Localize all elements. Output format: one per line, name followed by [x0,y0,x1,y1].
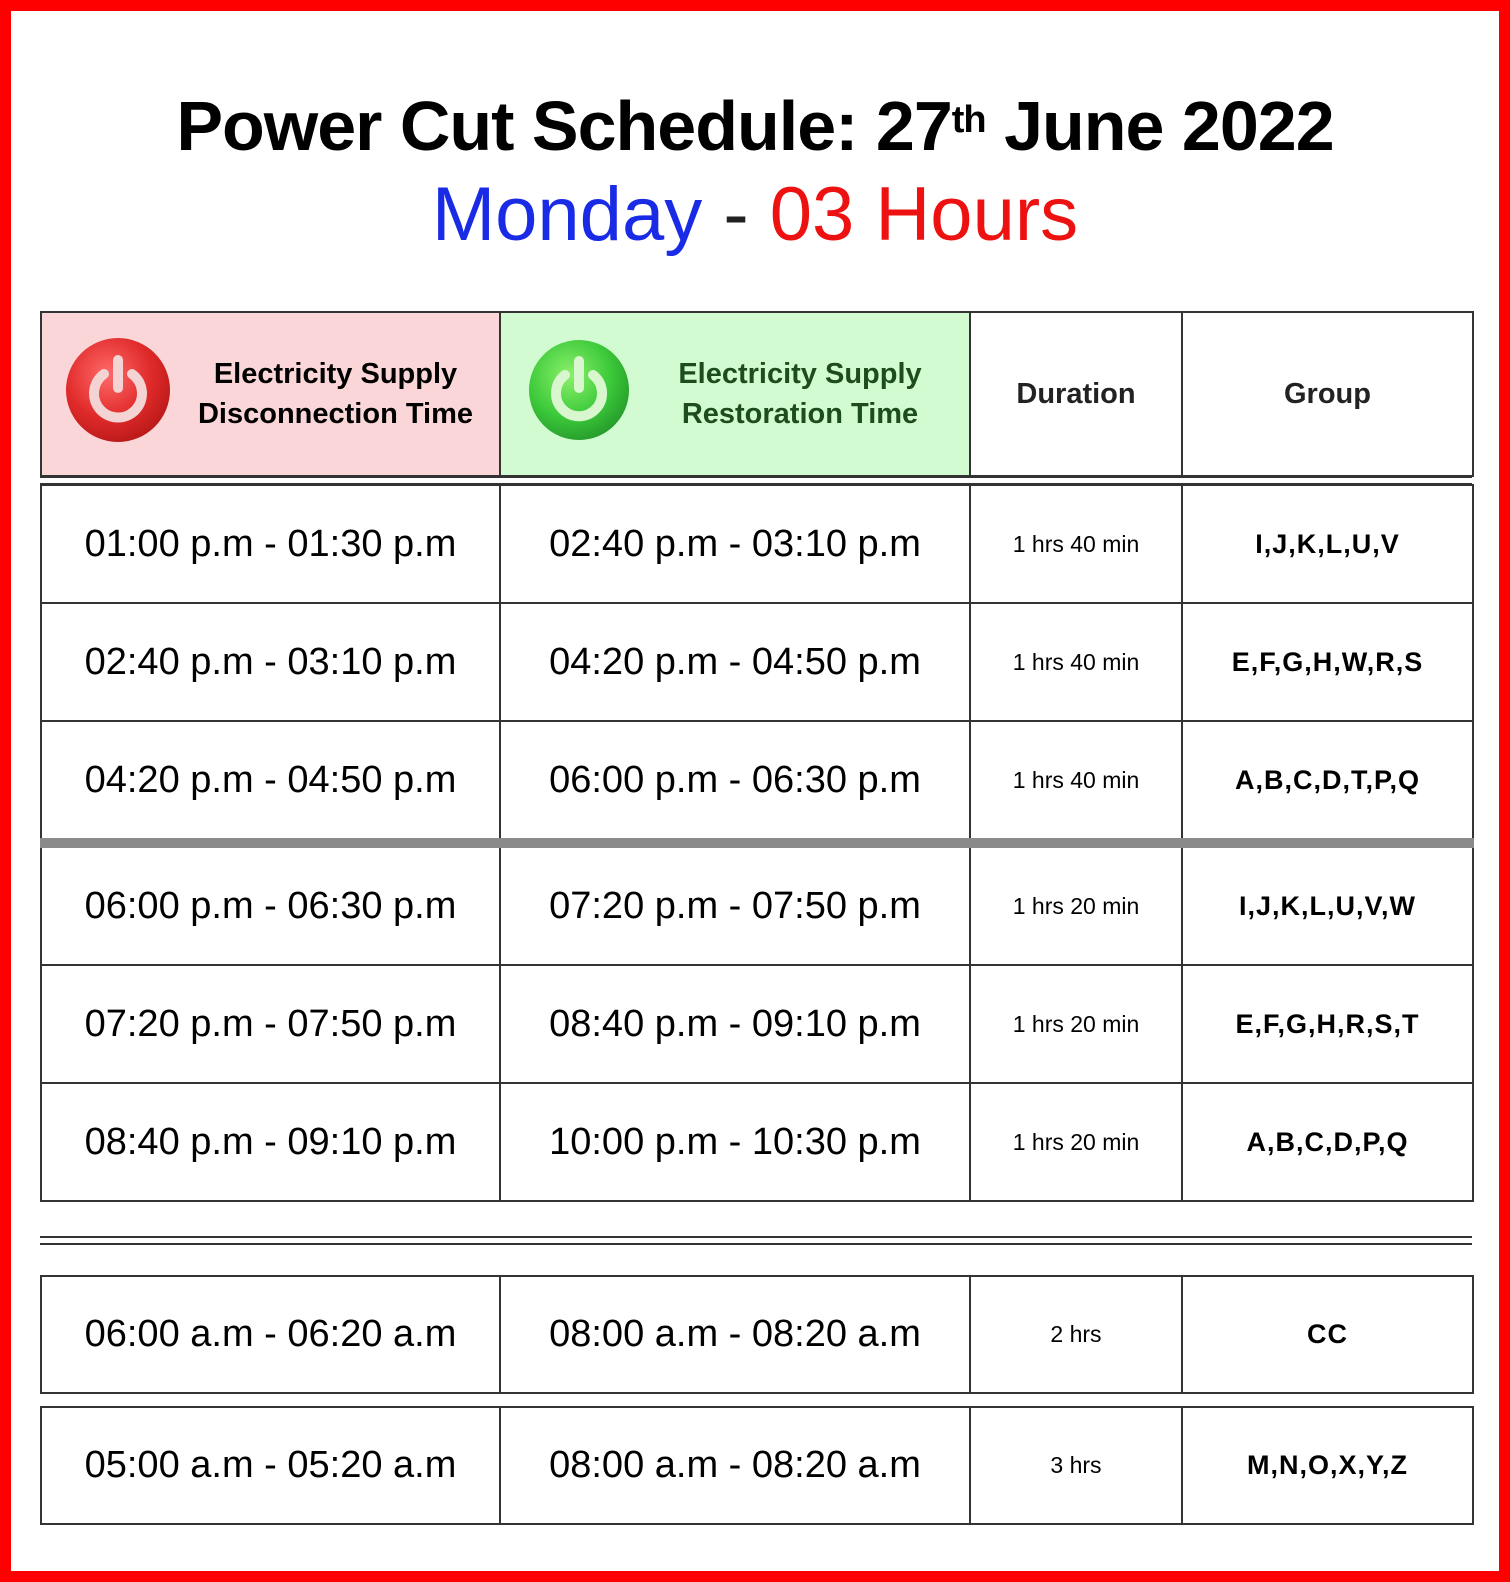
disconnection-time: 07:20 p.m - 07:50 p.m [41,965,500,1083]
disconnection-time: 06:00 p.m - 06:30 p.m [41,843,500,965]
duration-header: Duration [970,312,1182,476]
table-row [41,843,1473,965]
disconnection-time: 06:00 a.m - 06:20 a.m [41,1276,500,1393]
duration-cell: 1 hrs 20 min [970,843,1182,965]
table-row [41,485,1473,603]
group-cell: CC [1182,1276,1473,1393]
table-row [41,721,1473,843]
group-cell: E,F,G,H,R,S,T [1182,965,1473,1083]
group-cell: A,B,C,D,T,P,Q [1182,721,1473,843]
disconnection-time: 05:00 a.m - 05:20 a.m [41,1407,500,1524]
restoration-time: 08:00 a.m - 08:20 a.m [500,1276,970,1393]
duration-cell: 1 hrs 40 min [970,721,1182,843]
schedule-table [40,484,1474,1202]
duration-cell: 1 hrs 20 min [970,965,1182,1083]
disconnection-time: 01:00 p.m - 01:30 p.m [41,485,500,603]
page-title: Power Cut Schedule: 27th June 2022 [176,87,1334,165]
table-row [41,603,1473,721]
restoration-time: 08:40 p.m - 09:10 p.m [500,965,970,1083]
restoration-header: Electricity Supply Restoration Time [500,312,970,476]
restoration-time: 02:40 p.m - 03:10 p.m [500,485,970,603]
group-header: Group [1182,312,1473,476]
table-row [41,1407,1473,1524]
disconnection-header: Electricity Supply Disconnection Time [41,312,500,476]
table-row [41,1276,1473,1393]
duration-cell: 3 hrs [970,1407,1182,1524]
section-divider [40,1236,1472,1245]
duration-cell: 1 hrs 40 min [970,485,1182,603]
power-on-green-icon [527,338,631,450]
day-label: Monday [431,172,703,257]
group-cell: I,J,K,L,U,V,W [1182,843,1473,965]
disconnection-time: 08:40 p.m - 09:10 p.m [41,1083,500,1201]
restoration-time: 07:20 p.m - 07:50 p.m [500,843,970,965]
extra-schedule-table-2 [40,1406,1474,1525]
table-row [41,965,1473,1083]
restoration-time: 08:00 a.m - 08:20 a.m [500,1407,970,1524]
disconnection-time: 04:20 p.m - 04:50 p.m [41,721,500,843]
duration-cell: 2 hrs [970,1276,1182,1393]
group-cell: M,N,O,X,Y,Z [1182,1407,1473,1524]
schedule-header [40,311,1474,477]
power-off-red-icon [64,336,172,452]
group-cell: I,J,K,L,U,V [1182,485,1473,603]
table-row [41,1083,1473,1201]
restoration-time: 04:20 p.m - 04:50 p.m [500,603,970,721]
page-subtitle: Monday - 03 Hours [431,172,1079,257]
restoration-time: 10:00 p.m - 10:30 p.m [500,1083,970,1201]
extra-schedule-table-1 [40,1275,1474,1394]
duration-cell: 1 hrs 20 min [970,1083,1182,1201]
group-cell: E,F,G,H,W,R,S [1182,603,1473,721]
hours-label: 03 Hours [769,172,1079,257]
group-cell: A,B,C,D,P,Q [1182,1083,1473,1201]
restoration-time: 06:00 p.m - 06:30 p.m [500,721,970,843]
duration-cell: 1 hrs 40 min [970,603,1182,721]
disconnection-time: 02:40 p.m - 03:10 p.m [41,603,500,721]
